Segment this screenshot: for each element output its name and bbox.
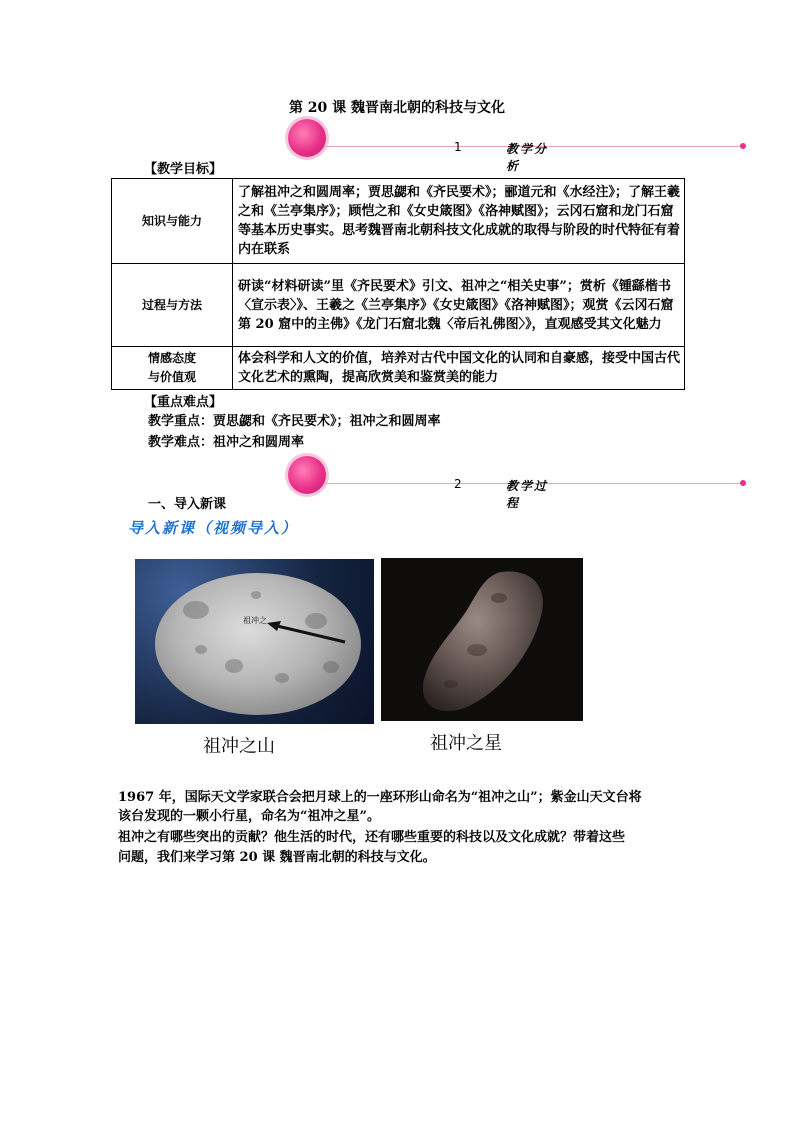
goal-label-line: 与价值观 [147, 370, 196, 384]
caption-moon: 祖冲之山 [203, 736, 275, 757]
paragraph-line: 问题，我们来学习第 20 课 魏晋南北朝的科技与文化。 [118, 850, 436, 865]
intro-subheading: 导入新课（视频导入） [128, 519, 299, 537]
section-number: 1 [454, 140, 462, 154]
difficult-point: 教学难点：祖冲之和圆周率 [148, 435, 305, 450]
goal-content: 体会科学和人文的价值，培养对古代中国文化的认同和自豪感，接受中国古代文化艺术的熏陶，提高欣赏美和鉴赏美的能力 [233, 347, 685, 390]
arrow-icon [135, 559, 374, 724]
pink-circle-icon [288, 119, 326, 157]
section-label: 教学分析 [506, 142, 549, 173]
dot-icon [740, 480, 746, 486]
page-title: 第 20 课 魏晋南北朝的科技与文化 [288, 100, 506, 116]
paragraph-line: 祖冲之有哪些突出的贡献？他生活的时代，还有哪些重要的科技以及文化成就？带着这些 [118, 830, 626, 845]
goals-heading: 【教学目标】 [144, 162, 223, 177]
moon-image [135, 559, 374, 724]
caption-star: 祖冲之星 [430, 733, 502, 754]
goal-content: 了解祖冲之和圆周率；贾思勰和《齐民要术》；郦道元和《水经注》；了解王羲之和《兰亭集序》；顾恺之和《女史箴图》《洛神赋图》；云冈石窟和龙门石窟等基本历史事实。思考魏晋南北朝科技文化成就的取得与阶段的时代特征有着内在联系 [233, 179, 685, 264]
key-heading: 【重点难点】 [144, 395, 223, 410]
section-header-analysis [288, 119, 549, 173]
section-label: 教学过程 [506, 479, 549, 510]
section-number: 2 [454, 477, 462, 491]
table-row [112, 347, 685, 390]
asteroid-icon [381, 558, 583, 721]
pink-circle-icon [288, 456, 326, 494]
table-row [112, 179, 685, 264]
goal-label: 过程与方法 [112, 264, 233, 347]
moon-label: 祖冲之 [243, 616, 267, 625]
goal-label-line: 情感态度 [147, 351, 196, 365]
goal-label: 知识与能力 [112, 179, 233, 264]
goal-content: 研读“材料研读”里《齐民要术》引文、祖冲之“相关史事”；赏析《锺繇楷书〈宣示表〉》、王羲之《兰亭集序》《女史箴图》《洛神赋图》；观赏《云冈石窟第 20 窟中的主佛》《龙门石窟北魏〈帝后礼佛图〉》，直观感受其文化魅力 [233, 264, 685, 347]
intro-heading: 一、导入新课 [148, 497, 227, 512]
paragraph-line: 该台发现的一颗小行星，命名为“祖冲之星”。 [118, 809, 380, 824]
paragraph-line: 1967 年，国际天文学家联合会把月球上的一座环形山命名为“祖冲之山”；紫金山天文台将 [118, 790, 642, 805]
section-header-process [288, 456, 549, 510]
goal-label [112, 347, 233, 390]
table-row [112, 264, 685, 347]
dot-icon [740, 143, 746, 149]
asteroid-image [381, 558, 583, 721]
goals-table [111, 178, 685, 390]
key-point: 教学重点：贾思勰和《齐民要术》；祖冲之和圆周率 [148, 414, 441, 429]
